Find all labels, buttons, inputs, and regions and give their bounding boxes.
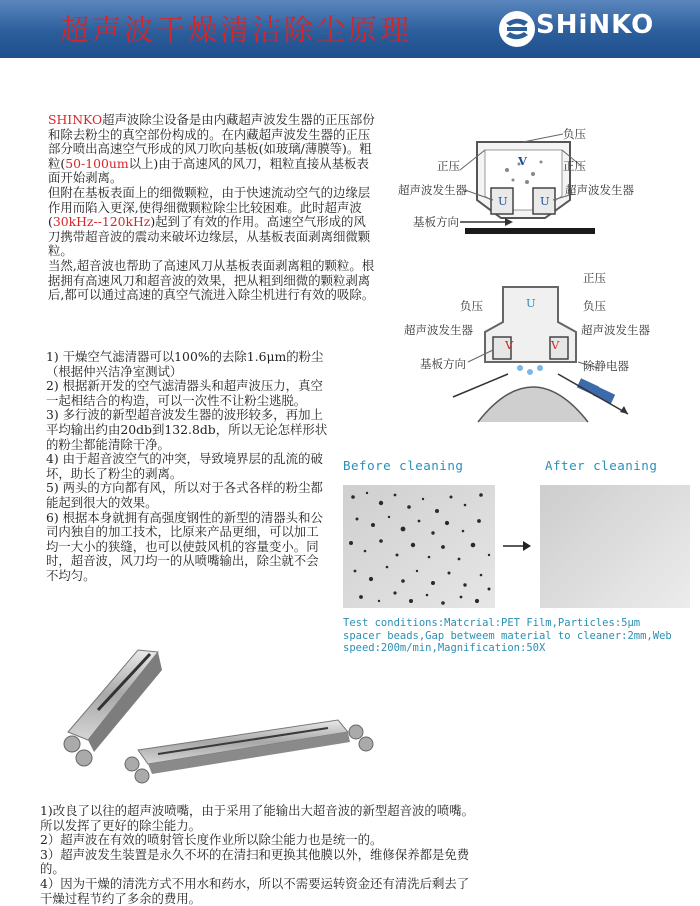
- cleaner-diagram-2: [398, 262, 688, 427]
- diagram2-positive-label: 正压: [583, 271, 606, 285]
- diagram2-v-mark-right: V: [551, 338, 560, 352]
- diagram2-static-label: 除静电器: [583, 359, 629, 373]
- arrow-right-icon: [503, 538, 531, 552]
- feature-item: 2) 根据新开发的空气滤清器头和超声波压力，真空一起相结合的构造，可以一次性不让粉尘逃脱。: [46, 378, 323, 408]
- intro-paragraph-1: [48, 113, 378, 186]
- features-list: [46, 350, 330, 584]
- ultrasonic-nozzle-image: [58, 640, 388, 788]
- diagram1-positive-right-label: 正压: [563, 159, 586, 173]
- intro-p2-text: 但附在基板表面上的细微颗粒，由于快速流动空气的边缘层作用而陷入更深,使得细微颗粒除尘比较困难。此时超声波(: [48, 184, 371, 230]
- intro-text: [48, 113, 378, 303]
- particle-size: 50-100um: [65, 155, 129, 171]
- after-cleaning-photo: [540, 485, 690, 608]
- intro-p1-tail: 以上)由于高速风的风刀，粗粒直接从基板表面开始剥离。: [48, 155, 369, 186]
- dusty-surface-image: [343, 485, 495, 608]
- diagram1-v-mark: V: [518, 154, 527, 168]
- diagram1-generator-right-label: 超声波发生器: [565, 183, 634, 197]
- intro-paragraph-3: 当然,超音波也帮助了高速风刀从基板表面剥离粗的颗粒。根据拥有高速风刀和超音波的效果，把从粗到细微的颗粒剥离后,都可以通过高速的真空气流进入除尘机进行有效的吸除。: [48, 257, 375, 303]
- header-bar: [0, 0, 700, 58]
- diagram2-direction-label: 基板方向: [420, 357, 466, 371]
- brand-logo: [498, 8, 676, 50]
- diagram2-generator-left-label: 超声波发生器: [404, 323, 473, 337]
- intro-p2-tail: )起到了有效的作用。高速空气形成的风刀携带超音波的震动来破坏边缘层，从基板表面剥离细微颗粒。: [48, 214, 371, 259]
- diagram1-direction-label: 基板方向: [413, 215, 459, 229]
- advantages-list: [40, 804, 480, 906]
- diagram1-u-mark-left: U: [498, 194, 508, 208]
- logo-swirl-icon: [498, 9, 536, 49]
- diagram1-positive-left-label: 正压: [437, 159, 460, 173]
- frequency-range: 30kHz--120kHz: [52, 214, 151, 230]
- after-cleaning-label: After cleaning: [545, 458, 658, 473]
- before-cleaning-photo: [343, 485, 495, 608]
- intro-p1-text: 超声波除尘设备是由内藏超声波发生器的正压部份和除去粉尘的真空部份构成的。在内藏超声波发生器的正压部分喷出高速空气形成的风刀吹向基板(如玻璃/薄膜等)。粗粒(: [48, 112, 375, 171]
- brand-name: SHiNKO: [536, 10, 655, 40]
- feature-item: 4) 由于超音波空气的冲突，导致境界层的乱流的破坏，助长了粉尘的剥离。: [46, 451, 323, 481]
- diagram2-generator-right-label: 超声波发生器: [581, 323, 650, 337]
- advantage-item: 4）因为干燥的清洗方式不用水和药水，所以不需要运转资金还有清洗后剩去了干燥过程节约了多余的费用。: [40, 875, 470, 906]
- advantage-item: 3）超声波发生装置是永久不坏的在清扫和更换其他膜以外，维修保养都是免费的。: [40, 846, 470, 877]
- diagram2-v-mark-left: V: [505, 338, 514, 352]
- intro-paragraph-2: [48, 186, 378, 259]
- diagram1-u-mark-right: U: [540, 194, 550, 208]
- test-conditions: Test conditions:Matcrial:PET Film,Particles:5μm spacer beads,Gap betweem material to cleaner:2mm,Web speed:200m/min,Magnification:50X: [343, 617, 672, 654]
- advantage-item: 2）超声波在有效的喷射管长度作业所以除尘能力也是统一的。: [40, 832, 383, 848]
- diagram2-negative-right-label: 负压: [583, 299, 606, 313]
- advantage-item: 1)改良了以往的超声波喷嘴，由于采用了能输出大超音波的新型超音波的喷嘴。所以发挥了更好的除尘能力。: [40, 803, 474, 833]
- diagram2-negative-left-label: 负压: [460, 299, 483, 313]
- feature-item: 1) 干燥空气滤清器可以100%的去除1.6μm的粉尘（根据仲兴洁净室测试）: [46, 349, 324, 379]
- cleaner-diagram-1: [395, 120, 685, 245]
- page-title: 超声波干燥清洁除尘原理: [60, 13, 413, 47]
- diagram1-generator-left-label: 超声波发生器: [398, 183, 467, 197]
- diagram1-negative-label: 负压: [563, 127, 586, 141]
- brand-word: SHINKO: [48, 112, 103, 127]
- before-cleaning-label: Before cleaning: [343, 458, 464, 473]
- nozzle-product-photo: [58, 640, 388, 788]
- feature-item: 3) 多行波的新型超音波发生器的波形较多，再加上平均输出约由20db到132.8db，所以无论怎样形状的粉尘都能清除干净。: [46, 407, 328, 452]
- diagram2-drawing: [398, 262, 688, 427]
- feature-item: 6) 根据本身就拥有高强度钢性的新型的清器头和公司内独自的加工技术，比原来产品更细，可以加工均一大小的狭缝，也可以使鼓风机的容量变小。同时，超音波，风刀均一的从喷嘴输出，除尘就不会不均匀。: [46, 509, 323, 583]
- diagram2-u-mark: U: [526, 296, 536, 310]
- feature-item: 5) 两头的方向都有风，所以对于各式各样的粉尘都能起到很大的效果。: [46, 480, 323, 510]
